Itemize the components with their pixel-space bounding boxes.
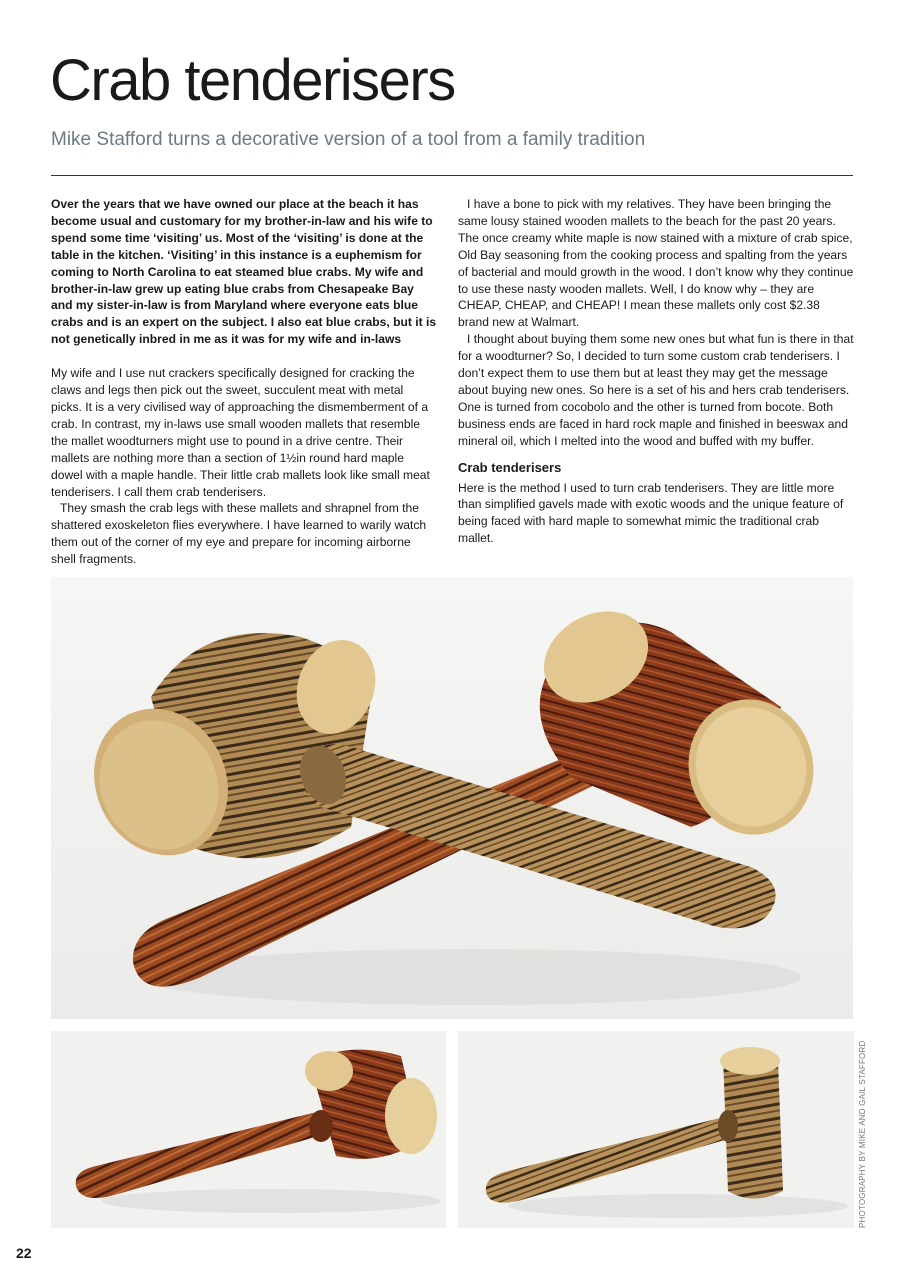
bocote-mallet-photo [458,1031,854,1228]
bocote-mallet-illustration [458,1031,854,1228]
article-subtitle: Mike Stafford turns a decorative version of a tool from a family tradition [51,129,646,150]
section-subheading: Crab tenderisers [458,459,562,475]
left-column [51,196,437,568]
photo-credit: PHOTOGRAPHY BY MIKE AND GAIL STAFFORD [858,1040,867,1228]
cocobolo-mallet-illustration [51,1031,446,1228]
header-rule [51,175,853,176]
cocobolo-mallet-photo [51,1031,446,1228]
main-mallets-photo [51,577,853,1019]
article-title: Crab tenderisers [50,48,455,113]
body-paragraph-2: They smash the crab legs with these mallets and shrapnel from the shattered exoskeleton flies everywhere. I have learned to warily watch them out of the corner of my eye and prepare for incoming airborne shell fragments. [51,501,427,567]
right-column [458,196,854,547]
lead-paragraph: Over the years that we have owned our place at the beach it has become usual and customary for my brother-in-law and his wife to spend some time ‘visiting’ us. Most of the ‘visiting’ is done at the table in the kitchen. ‘Visiting’ in this instance is a euphemism for coming to North Carolina to eat steamed blue crabs. My wife and brother-in-law grew up eating blue crabs from Chesapeake Bay and my sister-in-law is from Maryland where everyone eats blue crabs and is an expert on the subject. I also eat blue crabs, but it is not genetically inbred in me as it was for my wife and in-laws [51,197,437,347]
body-paragraph-4: I thought about buying them some new ones but what fun is there in that for a woodturner? So, I decided to turn some custom crab tenderisers. I don’t expect them to use them but at least they may get the message about buying new ones. So here is a set of his and hers crab tenderisers. One is turned from cocobolo and the other is turned from bocote. Both business ends are faced in hard rock maple and finished in beeswax and mineral oil, which I melted into the wood and buffed with my buffer. [458,332,854,448]
page-number: 22 [16,1245,32,1261]
body-paragraph-5: Here is the method I used to turn crab tenderisers. They are little more than simplified gavels made with exotic woods and the unique feature of being faced with hard maple to somewhat mimic the traditional crab mallet. [458,480,844,546]
body-paragraph-3: I have a bone to pick with my relatives. They have been bringing the same lousy stained wooden mallets to the beach for the past 20 years. The once creamy white maple is now stained with a mixture of crab spice, Old Bay seasoning from the cooking process and spalting from the years of bacterial and mould growth in the wood. I don’t know why they continue to use these nasty wooden mallets. Well, I do know why – they are CHEAP, CHEAP, and CHEAP! I mean these mallets only cost $2.38 brand new at Walmart. [458,197,854,330]
crossed-mallets-illustration [51,577,853,1019]
body-paragraph-1: My wife and I use nut crackers specifically designed for cracking the claws and legs then pick out the sweet, succulent meat with metal picks. It is a very civilised way of approaching the dismemberment of a crab. In contrast, my in-laws use small wooden mallets that resemble the mallet woodturners might use to pound in a drive centre. Their mallets are nothing more than a section of 1½in round hard maple dowel with a maple handle. Their little crab mallets look like small meat tenderisers. I call them crab tenderisers. [51,366,430,499]
